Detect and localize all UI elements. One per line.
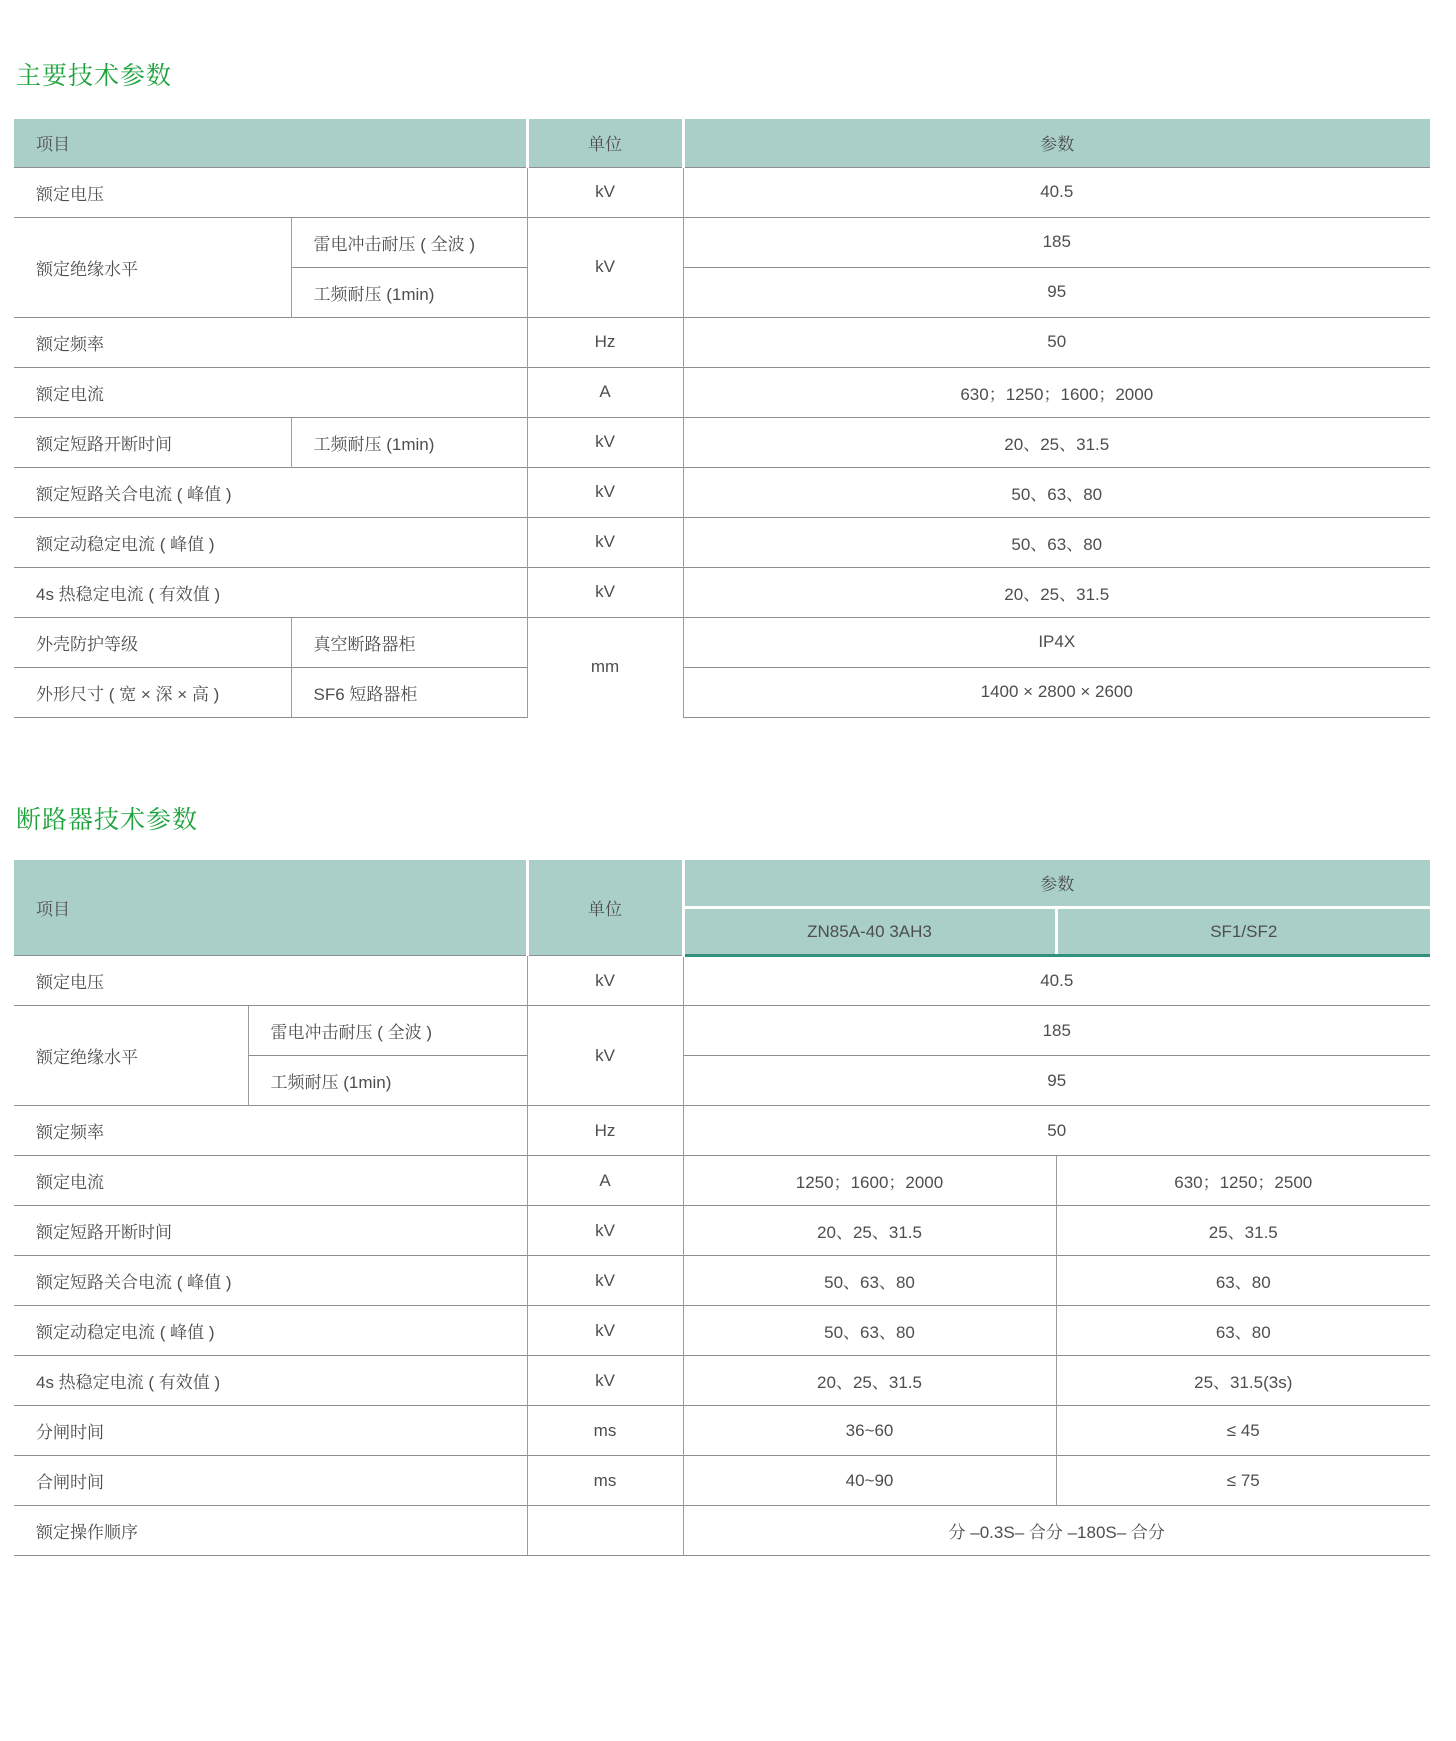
unit-cell: kV <box>527 1006 683 1106</box>
unit-cell: kV <box>527 167 683 217</box>
value-cell-sf1-sf2: ≤ 45 <box>1056 1406 1430 1456</box>
value-cell: 50 <box>683 1106 1430 1156</box>
unit-cell: ms <box>527 1406 683 1456</box>
item-cell: 4s 热稳定电流 ( 有效值 ) <box>14 567 527 617</box>
unit-cell: kV <box>527 1306 683 1356</box>
value-cell-zn85a: 20、25、31.5 <box>683 1356 1056 1406</box>
header-model-zn85a: ZN85A-40 3AH3 <box>683 908 1056 956</box>
table-row <box>14 1206 1430 1256</box>
value-cell: 50、63、80 <box>683 467 1430 517</box>
table-row <box>14 417 1430 467</box>
value-cell: 40.5 <box>683 956 1430 1006</box>
item-cell: 额定频率 <box>14 317 527 367</box>
value-cell: 630；1250；1600；2000 <box>683 367 1430 417</box>
table-row <box>14 667 1430 717</box>
header-unit: 单位 <box>527 860 683 956</box>
value-cell: 50 <box>683 317 1430 367</box>
sub-item-cell: 工频耐压 (1min) <box>291 417 527 467</box>
value-cell: 20、25、31.5 <box>683 567 1430 617</box>
item-cell: 4s 热稳定电流 ( 有效值 ) <box>14 1356 527 1406</box>
item-cell: 外形尺寸 ( 宽 × 深 × 高 ) <box>14 667 291 717</box>
header-model-sf1-sf2: SF1/SF2 <box>1056 908 1430 956</box>
value-cell: 50、63、80 <box>683 517 1430 567</box>
unit-cell: Hz <box>527 1106 683 1156</box>
item-cell: 额定电流 <box>14 367 527 417</box>
value-cell-sf1-sf2: 25、31.5(3s) <box>1056 1356 1430 1406</box>
unit-cell: kV <box>527 517 683 567</box>
value-cell-zn85a: 36~60 <box>683 1406 1056 1456</box>
unit-cell: ms <box>527 1456 683 1506</box>
unit-cell: kV <box>527 1356 683 1406</box>
value-cell-sf1-sf2: 63、80 <box>1056 1306 1430 1356</box>
sub-item-cell: 雷电冲击耐压 ( 全波 ) <box>248 1006 527 1056</box>
item-cell: 额定短路开断时间 <box>14 417 291 467</box>
value-cell-sf1-sf2: ≤ 75 <box>1056 1456 1430 1506</box>
table-row <box>14 1506 1430 1556</box>
item-cell: 额定短路关合电流 ( 峰值 ) <box>14 1256 527 1306</box>
table-row <box>14 617 1430 667</box>
table-row <box>14 1406 1430 1456</box>
item-cell: 额定频率 <box>14 1106 527 1156</box>
main-technical-parameters-table <box>14 119 1430 718</box>
item-cell: 额定绝缘水平 <box>14 1006 248 1106</box>
table-row <box>14 467 1430 517</box>
value-cell: IP4X <box>683 617 1430 667</box>
table-row <box>14 1156 1430 1206</box>
table-header-row <box>14 119 1430 167</box>
value-cell: 1400 × 2800 × 2600 <box>683 667 1430 717</box>
unit-cell <box>527 1506 683 1556</box>
unit-cell: A <box>527 367 683 417</box>
item-cell: 额定短路开断时间 <box>14 1206 527 1256</box>
item-cell: 外壳防护等级 <box>14 617 291 667</box>
table-row <box>14 956 1430 1006</box>
value-cell-zn85a: 50、63、80 <box>683 1256 1056 1306</box>
sub-item-cell: 雷电冲击耐压 ( 全波 ) <box>291 217 527 267</box>
item-cell: 额定电压 <box>14 167 527 217</box>
sub-item-cell: 工频耐压 (1min) <box>248 1056 527 1106</box>
sub-item-cell: 真空断路器柜 <box>291 617 527 667</box>
unit-cell: kV <box>527 956 683 1006</box>
header-item: 项目 <box>14 860 527 956</box>
table-row <box>14 1006 1430 1056</box>
value-cell-zn85a: 40~90 <box>683 1456 1056 1506</box>
unit-cell: kV <box>527 1206 683 1256</box>
table-row <box>14 1356 1430 1406</box>
item-cell: 额定绝缘水平 <box>14 217 291 317</box>
table-row <box>14 1306 1430 1356</box>
table-row <box>14 567 1430 617</box>
section-title-main-parameters: 主要技术参数 <box>16 62 173 90</box>
sub-item-cell: 工频耐压 (1min) <box>291 267 527 317</box>
unit-cell: mm <box>527 617 683 717</box>
unit-cell: kV <box>527 567 683 617</box>
table-row <box>14 217 1430 267</box>
header-unit: 单位 <box>527 119 683 167</box>
item-cell: 额定动稳定电流 ( 峰值 ) <box>14 1306 527 1356</box>
item-cell: 额定电压 <box>14 956 527 1006</box>
item-cell: 额定电流 <box>14 1156 527 1206</box>
table-row <box>14 367 1430 417</box>
value-cell-zn85a: 1250；1600；2000 <box>683 1156 1056 1206</box>
header-item: 项目 <box>14 119 527 167</box>
value-cell-sf1-sf2: 630；1250；2500 <box>1056 1156 1430 1206</box>
value-cell-sf1-sf2: 63、80 <box>1056 1256 1430 1306</box>
value-cell: 185 <box>683 1006 1430 1056</box>
table-row <box>14 1456 1430 1506</box>
item-cell: 额定动稳定电流 ( 峰值 ) <box>14 517 527 567</box>
unit-cell: kV <box>527 467 683 517</box>
value-cell-zn85a: 20、25、31.5 <box>683 1206 1056 1256</box>
value-cell: 分 –0.3S– 合分 –180S– 合分 <box>683 1506 1430 1556</box>
item-cell: 额定操作顺序 <box>14 1506 527 1556</box>
header-param: 参数 <box>683 860 1430 908</box>
value-cell: 20、25、31.5 <box>683 417 1430 467</box>
unit-cell: Hz <box>527 317 683 367</box>
value-cell-sf1-sf2: 25、31.5 <box>1056 1206 1430 1256</box>
section-title-breaker-parameters: 断路器技术参数 <box>16 805 199 834</box>
breaker-technical-parameters-table <box>14 860 1430 1557</box>
table-row <box>14 317 1430 367</box>
table-row <box>14 167 1430 217</box>
value-cell: 40.5 <box>683 167 1430 217</box>
header-param: 参数 <box>683 119 1430 167</box>
unit-cell: kV <box>527 1256 683 1306</box>
value-cell: 95 <box>683 1056 1430 1106</box>
table-row <box>14 517 1430 567</box>
item-cell: 合闸时间 <box>14 1456 527 1506</box>
unit-cell: kV <box>527 217 683 317</box>
value-cell: 95 <box>683 267 1430 317</box>
unit-cell: kV <box>527 417 683 467</box>
value-cell: 185 <box>683 217 1430 267</box>
item-cell: 分闸时间 <box>14 1406 527 1456</box>
table-row <box>14 1106 1430 1156</box>
item-cell: 额定短路关合电流 ( 峰值 ) <box>14 467 527 517</box>
table-row <box>14 1256 1430 1306</box>
table-header-row <box>14 860 1430 908</box>
unit-cell: A <box>527 1156 683 1206</box>
sub-item-cell: SF6 短路器柜 <box>291 667 527 717</box>
value-cell-zn85a: 50、63、80 <box>683 1306 1056 1356</box>
